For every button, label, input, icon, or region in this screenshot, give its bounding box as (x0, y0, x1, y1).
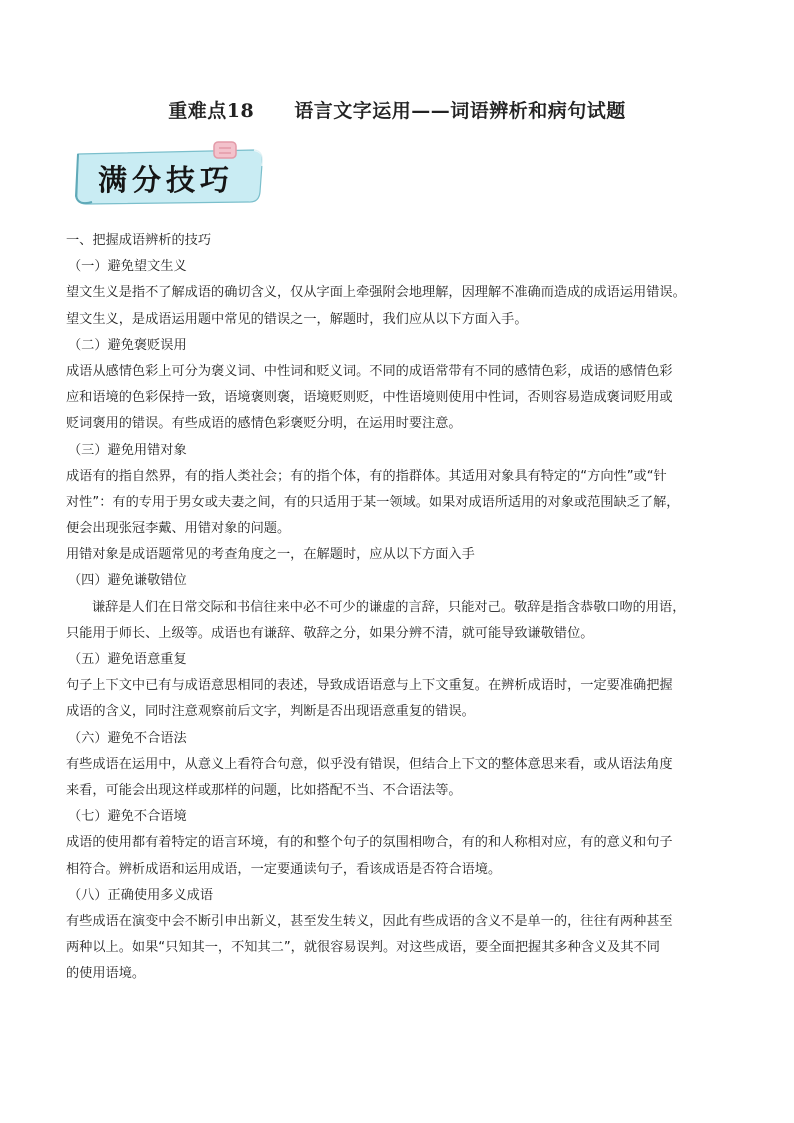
body-content (66, 228, 738, 987)
subsection-heading: （三）避免用错对象 (68, 442, 187, 458)
subsection-heading: （五）避免语意重复 (68, 652, 187, 667)
subsection-heading: （八）正确使用多义成语 (68, 887, 214, 903)
paragraph-line: 的使用语境。 (66, 966, 146, 982)
title-label: 重难点18 (168, 100, 255, 122)
subsection-heading: （四）避免谦敬错位 (68, 573, 187, 589)
document-title (0, 96, 794, 123)
paragraph-line: 谦辞是人们在日常交际和书信往来中必不可少的谦虚的言辞，只能对己。敬辞是指含恭敬口吻的用语， (92, 599, 686, 615)
section-heading: 一、把握成语辨析的技巧 (66, 233, 212, 248)
paragraph-line: 用错对象是成语题常见的考查角度之一，在解题时，应从以下方面入手 (66, 547, 475, 563)
paragraph-line: 成语有的指自然界，有的指人类社会；有的指个体，有的指群体。其适用对象具有特定的“方向性”或“针 (66, 468, 667, 484)
paragraph-line: 相符合。辨析成语和运用成语，一定要通读句子，看该成语是否符合语境。 (66, 861, 502, 877)
paperclip-icon (214, 142, 236, 158)
paragraph-line: 有些成语在演变中会不断引申出新义，甚至发生转义，因此有些成语的含义不是单一的，往往有两种甚至 (66, 913, 673, 929)
paragraph-line: 成语的使用都有着特定的语言环境，有的和整个句子的氛围相吻合，有的和人称相对应，有的意义和句子 (66, 835, 673, 851)
paragraph-line: 望文生义是指不了解成语的确切含义，仅从字面上牵强附会地理解，因理解不准确而造成的成语运用错误。 (66, 285, 686, 301)
paragraph-line: 贬词褒用的错误。有些成语的感情色彩褒贬分明，在运用时要注意。 (66, 416, 462, 432)
paragraph-line: 便会出现张冠李戴、用错对象的问题。 (66, 521, 291, 537)
paragraph-line: 对性”：有的专用于男女或夫妻之间，有的只适用于某一领域。如果对成语所适用的对象或范围缺乏了解， (66, 494, 680, 510)
subsection-heading: （二）避免褒贬误用 (68, 337, 187, 353)
badge-title: 满分技巧 (98, 163, 235, 197)
paragraph-line: 成语从感情色彩上可分为褒义词、中性词和贬义词。不同的成语常带有不同的感情色彩，成语的感情色彩 (66, 363, 673, 379)
paragraph-line: 句子上下文中已有与成语意思相同的表述，导致成语语意与上下文重复。在辨析成语时，一定要准确把握 (66, 678, 673, 694)
subsection-heading: （六）避免不合语法 (68, 730, 187, 746)
paragraph-line: 望文生义，是成语运用题中常见的错误之一，解题时，我们应从以下方面入手。 (66, 311, 528, 327)
paragraph-line: 来看，可能会出现这样或那样的问题，比如搭配不当、不合语法等。 (66, 782, 462, 798)
section-badge (72, 140, 272, 210)
paragraph-line: 只能用于师长、上级等。成语也有谦辞、敬辞之分，如果分辨不清，就可能导致谦敬错位。 (66, 625, 594, 641)
subsection-heading: （一）避免望文生义 (68, 259, 187, 275)
subsection-heading: （七）避免不合语境 (68, 809, 187, 825)
paragraph-line: 应和语境的色彩保持一致，语境褒则褒，语境贬则贬，中性语境则使用中性词，否则容易造成褒词贬用或 (66, 390, 673, 406)
title-topic: 语言文字运用——词语辨析和病句试题 (294, 100, 626, 122)
paragraph-line: 成语的含义，同时注意观察前后文字，判断是否出现语意重复的错误。 (66, 704, 475, 720)
paragraph-line: 两种以上。如果“只知其一，不知其二”，就很容易误判。对这些成语，要全面把握其多种含义及其不同 (66, 940, 660, 956)
paragraph-line: 有些成语在运用中，从意义上看符合句意，似乎没有错误，但结合上下文的整体意思来看，或从语法角度 (66, 756, 673, 772)
